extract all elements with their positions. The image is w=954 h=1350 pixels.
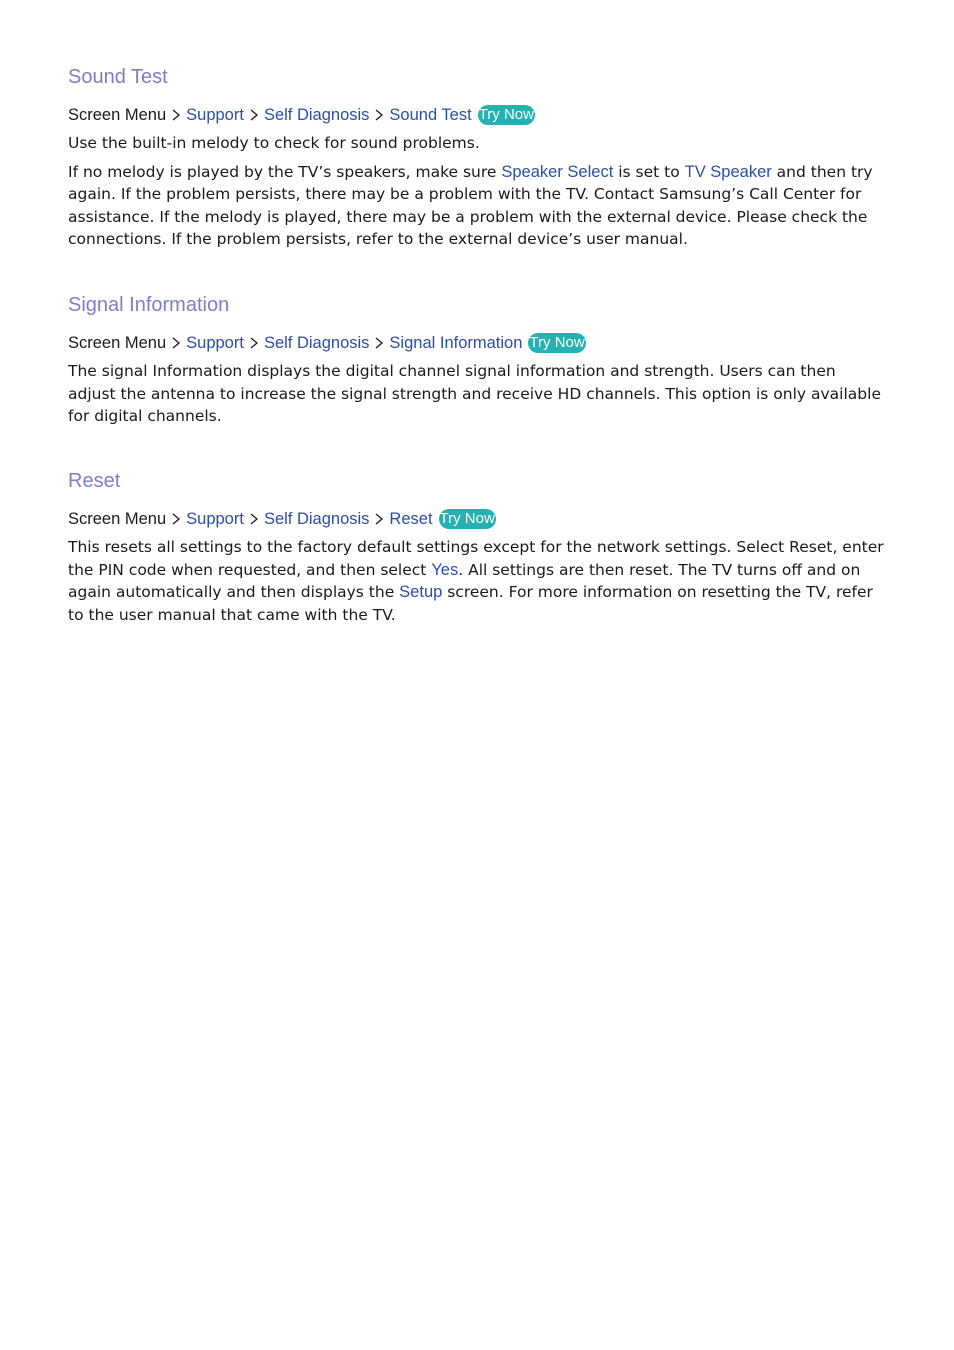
paragraph: Use the built-in melody to check for sound problems. [68,134,480,152]
breadcrumb [68,104,886,126]
chevron-right-icon [166,508,186,530]
chevron-right-icon [244,508,264,530]
breadcrumb [68,508,886,530]
link-yes[interactable]: Yes [431,560,459,579]
text: . All settings are then reset. The TV turns off and on again automatically and then displays the [68,560,861,601]
chevron-right-icon [369,104,389,126]
breadcrumb-item-self-diagnosis[interactable]: Self Diagnosis [263,106,370,124]
try-now-button[interactable]: Try Now [529,334,585,351]
chevron-right-icon [166,104,186,126]
link-speaker-select[interactable]: Speaker Select [501,162,614,181]
paragraph [68,161,886,251]
breadcrumb-item-signal-information[interactable]: Signal Information [389,334,523,352]
text: is set to [613,162,685,181]
breadcrumb-item-reset[interactable]: Reset [389,510,433,528]
text: and then try again. If the problem persists, there may be a problem with the TV. Contact Samsung’s Call Center for assistance. If the melody is played, there may be a problem with the external device. Please check the connections. If the problem persists, refer to the external device’s user manual. [68,162,873,248]
try-now-button[interactable]: Try Now [478,106,534,123]
breadcrumb-item-support[interactable]: Support [186,510,244,528]
paragraph [68,536,886,626]
breadcrumb-root: Screen Menu [68,106,167,124]
section-title: Sound Test [68,66,168,88]
section-signal-information [68,292,886,428]
breadcrumb-root: Screen Menu [68,334,167,352]
chevron-right-icon [166,332,186,354]
section-title: Reset [68,470,121,492]
section-title: Signal Information [68,294,230,316]
breadcrumb [68,332,886,354]
section-sound-test [68,64,886,251]
chevron-right-icon [369,332,389,354]
paragraph: The signal Information displays the digital channel signal information and strength. Users can then adjust the antenna to increase the signal strength and receive HD channels. This option is only available for digital channels. [68,362,881,425]
text: This resets all settings to the factory default settings except for the network settings. Select Reset, enter the PIN code when requested, and then select [68,538,884,579]
breadcrumb-item-sound-test[interactable]: Sound Test [389,106,472,124]
breadcrumb-item-support[interactable]: Support [186,334,244,352]
text: screen. For more information on resetting the TV, refer to the user manual that came with the TV. [68,583,873,624]
section-reset [68,468,886,626]
link-setup[interactable]: Setup [399,583,443,601]
breadcrumb-item-self-diagnosis[interactable]: Self Diagnosis [263,510,370,528]
breadcrumb-item-support[interactable]: Support [186,106,244,124]
breadcrumb-root: Screen Menu [68,510,167,528]
chevron-right-icon [244,104,264,126]
text: If no melody is played by the TV’s speakers, make sure [68,162,502,181]
chevron-right-icon [369,508,389,530]
chevron-right-icon [244,332,264,354]
try-now-button[interactable]: Try Now [439,510,495,527]
link-tv-speaker[interactable]: TV Speaker [684,162,772,181]
breadcrumb-item-self-diagnosis[interactable]: Self Diagnosis [263,334,370,352]
